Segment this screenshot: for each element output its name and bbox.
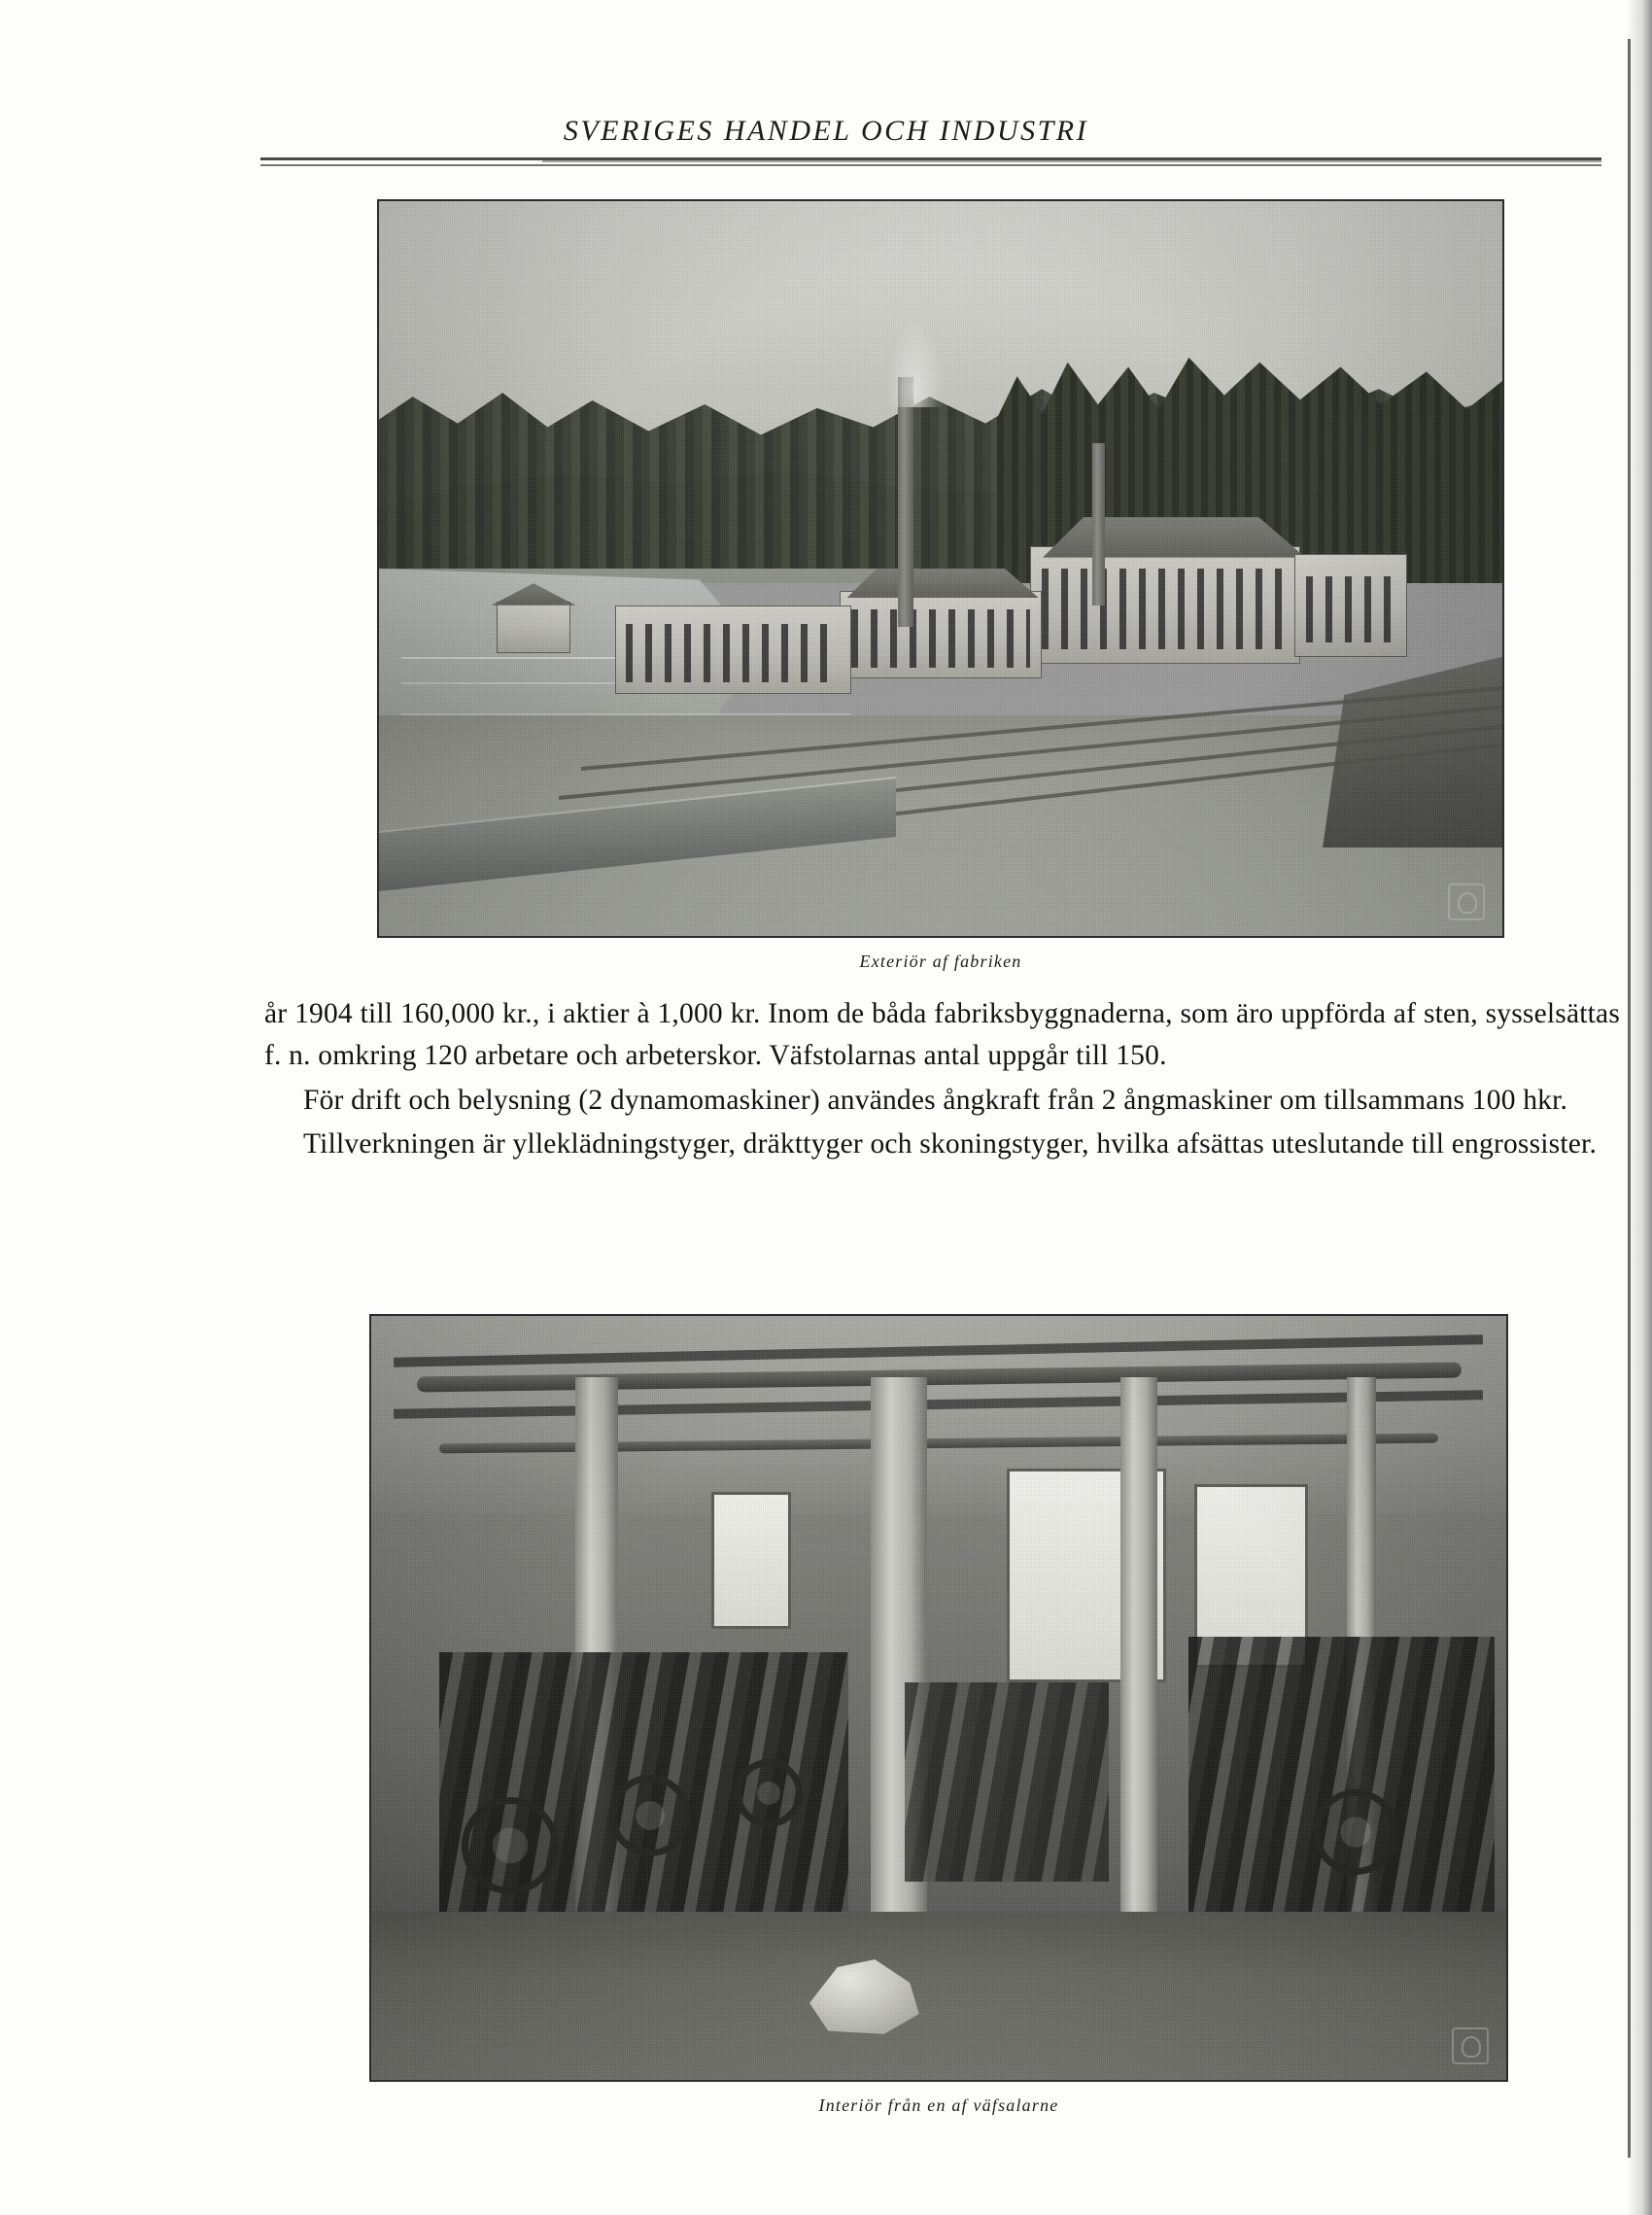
figure-exterior-caption: Exteriör af fabriken — [859, 952, 1022, 971]
smoke-plume — [887, 319, 944, 407]
header-rule-middle — [542, 160, 1601, 162]
interior-photo — [369, 1314, 1508, 2082]
body-text — [264, 993, 1620, 1167]
paragraph-3: Tillverkningen är ylleklädningstyger, dräkttyger och skoningstyger, hvilka afsättas uteslutande till engrossister. — [303, 1128, 1598, 1160]
window-left — [711, 1492, 791, 1629]
factory-main-windows — [1042, 569, 1289, 649]
floor-region — [371, 1912, 1506, 2080]
figure-interior — [369, 1314, 1508, 2116]
header-rule — [260, 156, 1601, 171]
archive-stamp-icon — [1448, 883, 1485, 920]
paragraph-1: år 1904 till 160,000 kr., i aktier à 1,000 kr. Inom de båda fabriksbyggnaderna, som äro uppförda af sten, sysselsättas f. n. omkring 120 arbetare och arbeterskor. Väfstolarnas antal uppgår till 150. — [264, 998, 1620, 1072]
factory-low-wing-windows — [626, 624, 840, 682]
running-head: SVERIGES HANDEL OCH INDUSTRI — [563, 115, 1089, 147]
factory-left-wing-windows — [851, 609, 1031, 668]
loom-bank-center — [905, 1682, 1109, 1881]
loom-flywheel-1 — [462, 1797, 559, 1894]
smokestack-short — [1092, 443, 1105, 605]
factory-right-annex-windows — [1306, 576, 1395, 642]
paragraph-2: För drift och belysning (2 dynamomaskiner) användes ångkraft från 2 ångmaskiner om tillsammans 100 hkr. — [303, 1084, 1568, 1116]
archive-stamp-icon — [1452, 2027, 1489, 2064]
scan-edge-line — [1628, 39, 1631, 2158]
figure-interior-caption: Interiör från en af väfsalarne — [818, 2095, 1059, 2115]
loom-flywheel-2 — [609, 1775, 691, 1856]
smokestack-tall — [898, 377, 913, 627]
exterior-photo — [377, 199, 1504, 938]
boathouse — [497, 602, 569, 653]
header-rule-bottom — [260, 164, 1601, 166]
figure-exterior — [377, 199, 1504, 972]
loom-flywheel-3 — [735, 1759, 803, 1827]
